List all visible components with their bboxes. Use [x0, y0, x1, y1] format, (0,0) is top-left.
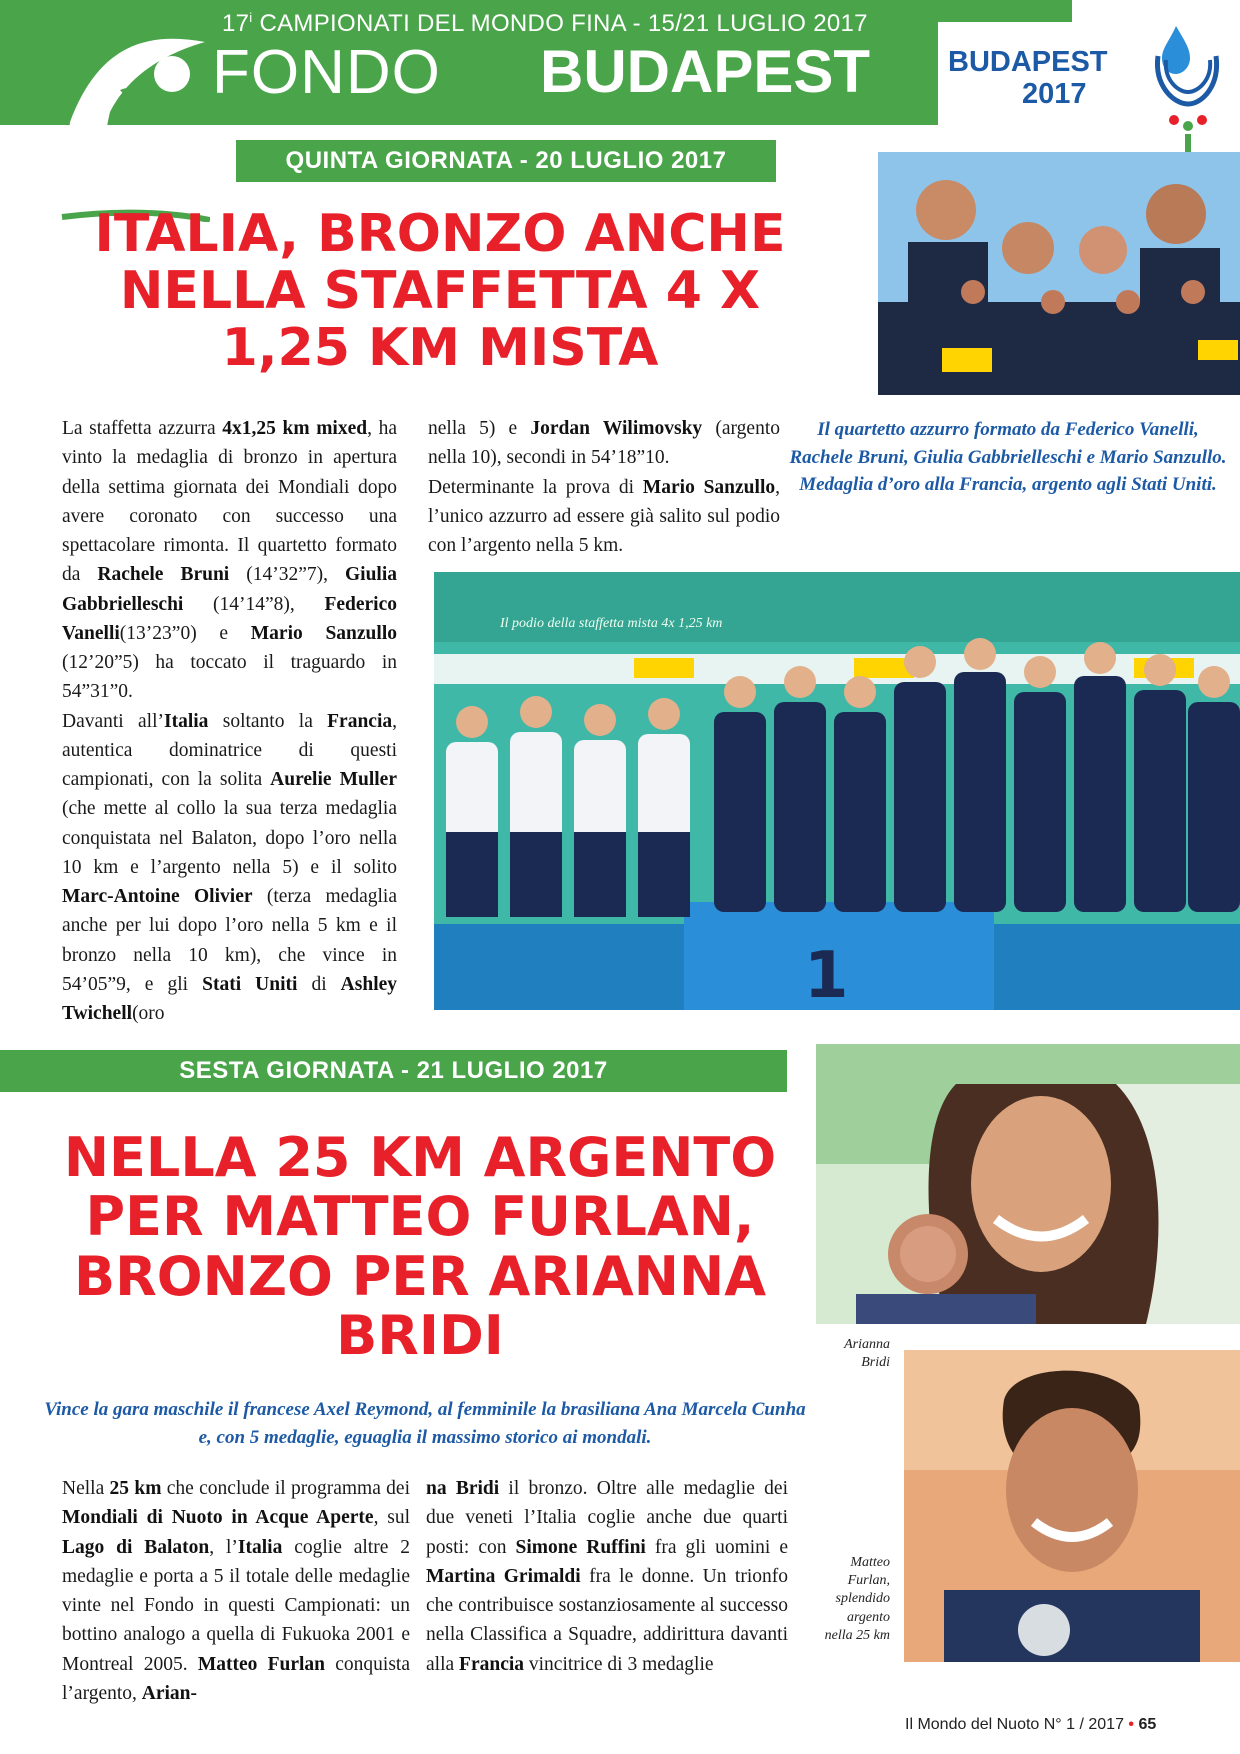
article2-subtitle: Vince la gara maschile il francese Axel Reymond, al femminile la brasiliana Ana Marcela Cunha e, con 5 medaglie, eguaglia il massimo storico ai mondali. [44, 1399, 806, 1448]
text-run: La staffetta azzurra [62, 418, 223, 439]
article1-paragraph-3 [428, 414, 780, 473]
bold-run: 4x1,25 km mixed [222, 418, 368, 439]
headline-1-line: ITALIA, BRONZO ANCHE [94, 204, 786, 264]
text-run: Nella [62, 1478, 110, 1499]
text-run: fra gli uomini e [645, 1536, 788, 1558]
bold-run: Federico Vanelli [62, 593, 397, 644]
headline-1-line: NELLA STAFFETTA 4 X [119, 261, 761, 322]
championship-line [222, 10, 868, 38]
edition-number: 17 [222, 10, 250, 37]
bold-run: Mondiali di Nuoto in Acque Aperte [62, 1507, 374, 1529]
bold-run: 25 km [109, 1478, 162, 1499]
swimmer-arm-icon [120, 87, 154, 108]
text-run: fra le donne. Un trionfo che contribuisce sostanziosamente al successo nella Classifica a Squadre, addirittura davanti alla [426, 1565, 788, 1675]
text-run: (12’20”5) ha toccato il traguardo in 54”31”0. [62, 652, 397, 703]
text-run: che conclude il programma dei [161, 1478, 410, 1499]
headline-2-line: BRIDI [336, 1304, 504, 1368]
bold-run: Rachele Bruni [97, 564, 230, 586]
text-run: coglie altre 2 medaglie e porta a 5 il totale delle medaglie vinte nel Fondo in questi Campionati: un bottino analogo a quella di Fukuoka 2001 e Montreal 2005. [62, 1536, 410, 1675]
article1-column-1 [62, 414, 397, 1028]
bold-run: Italia [237, 1536, 283, 1558]
caption-bridi-photo: Arianna Bridi [844, 1337, 890, 1371]
bold-run: Giulia Gabbrielleschi [62, 564, 398, 615]
text-run: , l’unico azzurro ad essere già salito sul podio con l’argento nella 5 km. [428, 476, 780, 556]
headline-2 [50, 1128, 790, 1366]
edition-suffix: i [249, 10, 253, 25]
swimmer-logo [60, 12, 210, 222]
text-run: , ha vinto la medaglia di bronzo in apertura della settima giornata dei Mondiali dopo avere coronato con successo una spettacolare rimonta. Il quartetto formato da [62, 418, 398, 586]
swimmer-head-icon [154, 56, 190, 92]
photo-podium [434, 572, 1240, 1010]
bold-run: Mario Sanzullo [250, 622, 397, 644]
section-title: FONDO [212, 38, 441, 107]
bold-run: Francia [459, 1653, 525, 1675]
day-band-2: SESTA GIORNATA - 21 LUGLIO 2017 [0, 1050, 787, 1092]
photo-arianna-bridi [816, 1044, 1240, 1324]
article1-paragraph-4 [428, 473, 780, 561]
page-footer [905, 1716, 1156, 1734]
text-run: (argento nella 10), secondi in 54’18”10. [428, 418, 781, 469]
headline-1 [40, 206, 840, 378]
text-run: (14’14”8), [183, 593, 325, 615]
page-number: 65 [1138, 1716, 1157, 1733]
article2-column-2 [426, 1474, 788, 1679]
championship-title: CAMPIONATI DEL MONDO FINA - 15/21 LUGLIO 2017 [259, 10, 868, 37]
article2-paragraph-2 [426, 1474, 788, 1679]
bold-run: Lago di Balaton [62, 1536, 210, 1558]
headline-1-line: 1,25 KM MISTA [221, 318, 659, 379]
article1-column-2 [428, 414, 780, 560]
text-run: (terza medaglia anche per lui dopo l’oro nella 5 km e il bronzo nella 10 km), che vince in 54’05”9, e gli [62, 886, 397, 995]
text-run: (oro [132, 1003, 165, 1024]
bold-run: Martina Grimaldi [426, 1565, 581, 1587]
text-run: Davanti all’ [62, 710, 165, 732]
footer-separator: • [1128, 1716, 1135, 1733]
text-run: conquista l’argento, [62, 1653, 410, 1704]
text-run: Determinante la prova di [428, 476, 643, 498]
text-run: soltanto la [208, 710, 328, 732]
bold-run: Francia [327, 710, 393, 732]
text-run: (che mette al collo la sua terza medaglia conquistata nel Balaton, dopo l’oro nella 10 km e l’argento nella 5) e il solito [62, 798, 397, 878]
text-run: , l’ [209, 1536, 238, 1558]
text-run: (13’23”0) e [119, 622, 251, 644]
bold-run: Simone Ruffini [515, 1536, 646, 1558]
badge-city: BUDAPEST [948, 46, 1108, 78]
text-run: il bronzo. Oltre alle medaglie dei due veneti l’Italia coglie anche due quarti posti: con [426, 1478, 788, 1558]
article2-paragraph-1 [62, 1474, 410, 1708]
bold-run: Italia [164, 710, 209, 732]
photo-matteo-furlan [904, 1350, 1240, 1662]
headline-2-line: PER MATTEO FURLAN, [85, 1185, 755, 1249]
bold-run: Matteo Furlan [197, 1653, 326, 1675]
bold-run: Stati Uniti [202, 973, 298, 995]
article1-paragraph-1 [62, 414, 397, 707]
headline-2-line: NELLA 25 KM ARGENTO [63, 1126, 777, 1189]
caption-podium-photo: Il podio della staffetta mista 4x 1,25 km [500, 616, 723, 631]
article1-paragraph-2 [62, 707, 397, 1029]
text-run: di [297, 973, 341, 995]
text-run: vincitrice di 3 medaglie [524, 1653, 714, 1675]
podium-number: 1 [804, 939, 849, 1010]
article2-column-1 [62, 1474, 410, 1708]
bold-run: Marc-Antoine Olivier [62, 886, 253, 907]
magazine-issue: Il Mondo del Nuoto N° 1 / 2017 [905, 1716, 1129, 1733]
text-run: , sul [373, 1507, 410, 1529]
bold-run: na Bridi [426, 1478, 500, 1499]
headline-2-line: BRONZO PER ARIANNA [74, 1244, 766, 1308]
badge-year: 2017 [1022, 78, 1087, 110]
text-run: , autentica dominatrice di questi campionati, con la solita [62, 710, 397, 790]
bold-run: Arian- [141, 1682, 198, 1704]
caption-furlan-photo: Matteo Furlan, splendido argento nella 25 km [824, 1555, 890, 1643]
text-run: (14’32”7), [229, 564, 345, 586]
bold-run: Jordan Wilimovsky [530, 418, 703, 439]
photo-italian-team-medals [878, 152, 1240, 395]
caption-team-photo: Il quartetto azzurro formato da Federico Vanelli, Rachele Bruni, Giulia Gabbrielleschi e Mario Sanzullo. Medaglia d’oro alla Francia, argento agli Stati Uniti. [789, 419, 1227, 496]
bold-run: Aurelie Muller [270, 769, 397, 790]
day-band-1: QUINTA GIORNATA - 20 LUGLIO 2017 [236, 140, 776, 182]
text-run: nella 5) e [428, 418, 531, 439]
bold-run: Mario Sanzullo [642, 476, 776, 498]
bold-run: Ashley Twichell [62, 973, 398, 1024]
city-title: BUDAPEST [540, 38, 871, 105]
